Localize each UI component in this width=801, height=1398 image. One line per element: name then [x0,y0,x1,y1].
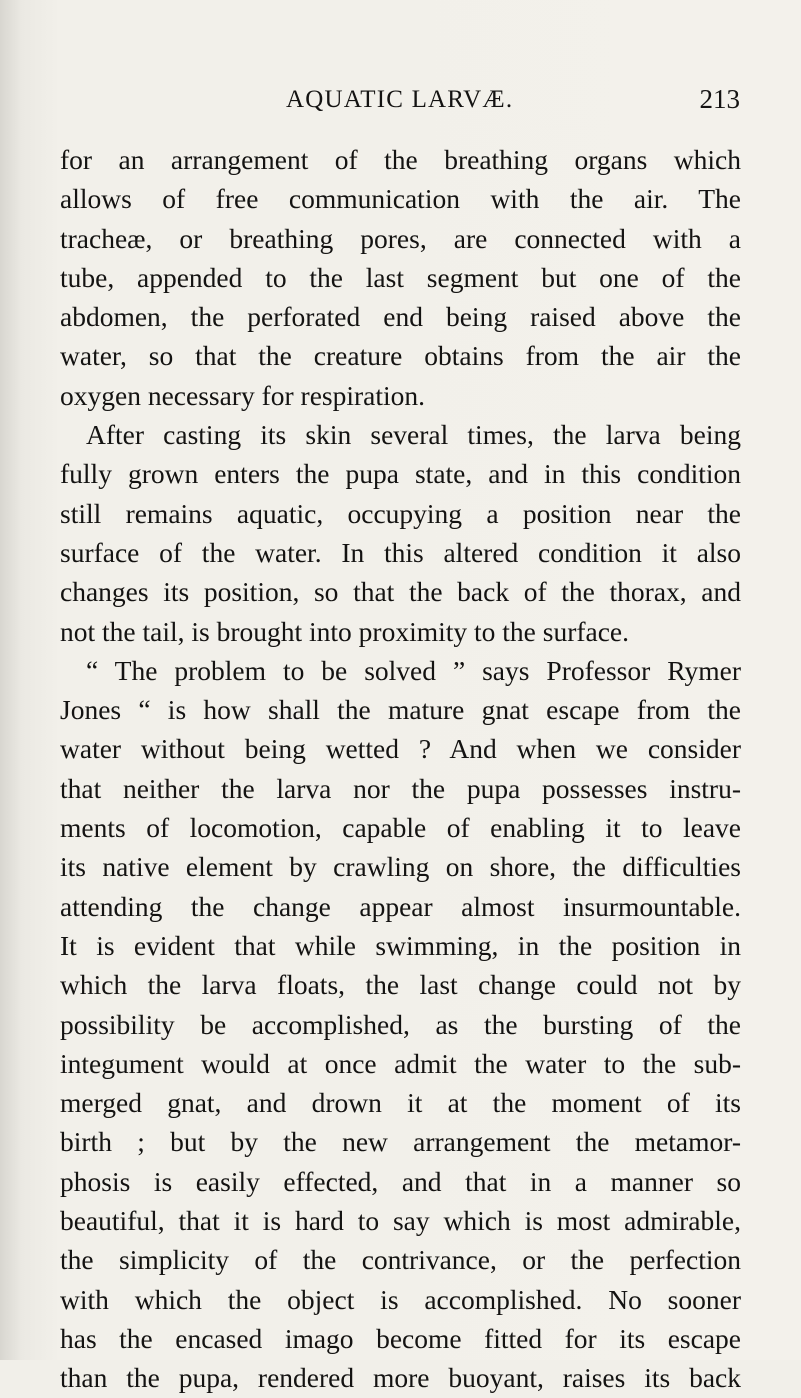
text-line: After casting its skin several times, the larva being [86,419,741,451]
text-line: tube, appended to the last segment but one of the [60,261,741,293]
page-number: 213 [699,84,740,114]
text-line: for an arrangement of the breathing organs which [60,144,741,175]
text-line: possibility be accomplished, as the bursting of the [60,1008,741,1040]
text-line: has the encased imago become fitted for its escape [60,1322,741,1354]
text-line: It is evident that while swimming, in the position in [60,929,741,961]
text-line: fully grown enters the pupa state, and in this condition [60,458,741,490]
text-line: its native element by crawling on shore, the difficulties [60,851,741,883]
text-line: which the larva floats, the last change could not by [60,969,741,1001]
text-line: that neither the larva nor the pupa possesses instru- [60,772,741,804]
text-line: changes its position, so that the back of the thorax, and [60,576,741,608]
text-line: Jones “ is how shall the mature gnat escape from the [60,694,741,726]
text-line: than the pupa, rendered more buoyant, raises its back [60,1362,741,1394]
text-line: the simplicity of the contrivance, or the perfection [60,1244,741,1276]
text-line: “ The problem to be solved ” says Professor Rymer [86,654,741,686]
page-header [60,82,740,122]
text-line: merged gnat, and drown it at the moment of its [60,1087,741,1119]
text-line: beautiful, that it is hard to say which is most admirable, [60,1205,741,1237]
text-line: ments of locomotion, capable of enabling it to leave [60,812,741,844]
text-line: integument would at once admit the water to the sub- [60,1047,741,1079]
running-head: AQUATIC LARVÆ. [286,86,514,113]
text-line: abdomen, the perforated end being raised above the [60,301,741,333]
text-line: water without being wetted ? And when we consider [60,733,741,765]
text-line: allows of free communication with the air. The [60,183,741,215]
text-line: surface of the water. In this altered condition it also [60,536,741,568]
text-line: with which the object is accomplished. No sooner [60,1283,741,1315]
text-line: water, so that the creature obtains from the air the [60,340,741,372]
text-line: phosis is easily effected, and that in a manner so [60,1165,741,1197]
text-line: still remains aquatic, occupying a position near the [60,497,741,529]
text-line: tracheæ, or breathing pores, are connected with a [60,222,741,254]
text-line: not the tail, is brought into proximity to the surface. [60,615,630,647]
text-line: oxygen necessary for respiration. [60,379,426,411]
text-line: birth ; but by the new arrangement the metamor- [60,1126,741,1158]
text-line: attending the change appear almost insurmountable. [60,890,741,922]
body-text [60,140,741,1398]
